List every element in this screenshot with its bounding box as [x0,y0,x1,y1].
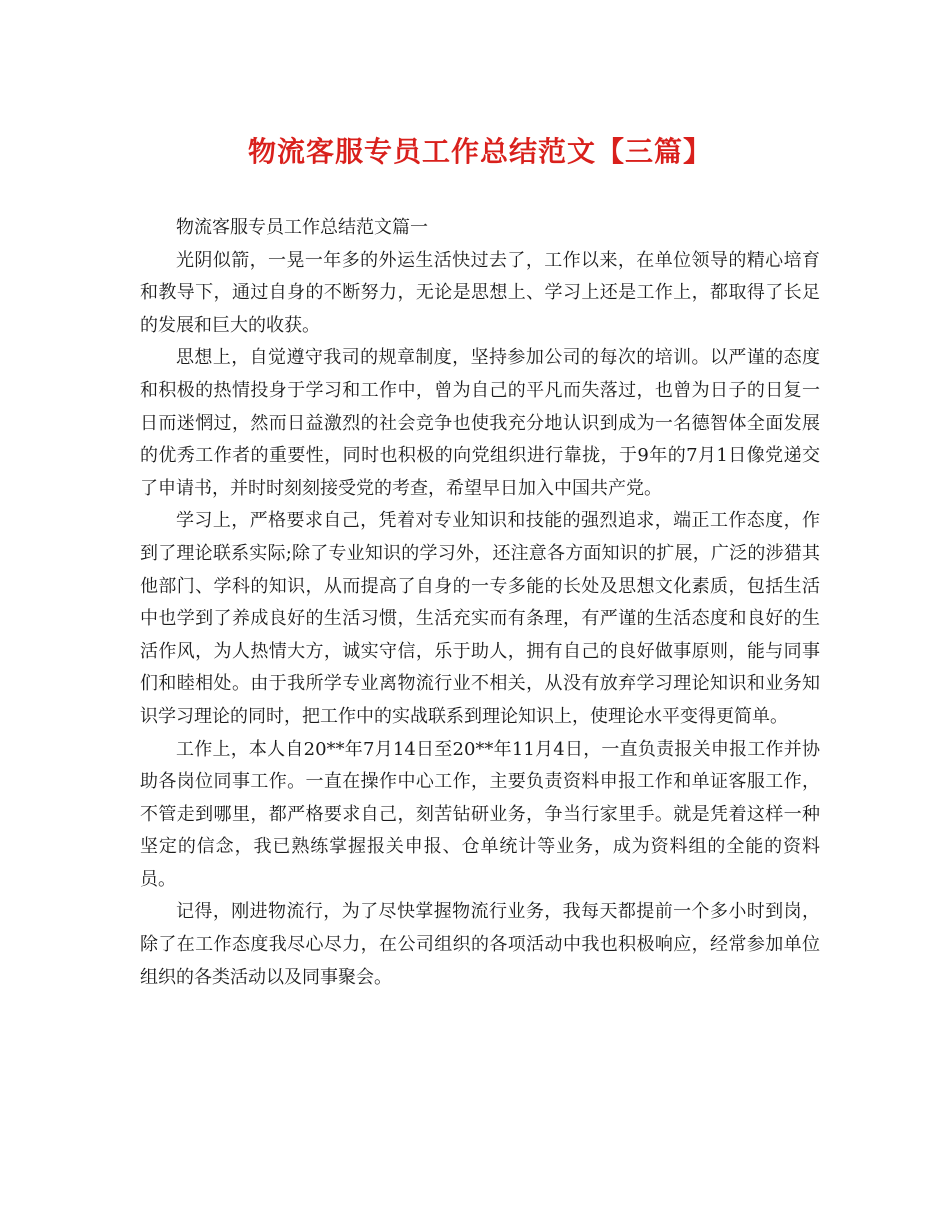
paragraph: 光阴似箭，一晃一年多的外运生活快过去了，工作以来，在单位领导的精心培育和教导下，通过自身的不断努力，无论是思想上、学习上还是工作上，都取得了长足的发展和巨大的收获。 [140,249,820,336]
paragraph: 工作上，本人自20**年7月14日至20**年11月4日，一直负责报关申报工作并协助各岗位同事工作。一直在操作中心工作，主要负责资料申报工作和单证客服工作，不管走到哪里，都严格要求自己，刻苦钻研业务，争当行家里手。就是凭着这样一种坚定的信念，我已熟练掌握报关申报、仓单统计等业务，成为资料组的全能的资料员。 [140,738,820,890]
paragraph: 记得，刚进物流行，为了尽快掌握物流行业务，我每天都提前一个多小时到岗，除了在工作态度我尽心尽力，在公司组织的各项活动中我也积极响应，经常参加单位组织的各类活动以及同事聚会。 [140,901,820,988]
paragraph: 学习上，严格要求自己，凭着对专业知识和技能的强烈追求，端正工作态度，作到了理论联系实际;除了专业知识的学习外，还注意各方面知识的扩展，广泛的涉猎其他部门、学科的知识，从而提高了自身的一专多能的长处及思想文化素质，包括生活中也学到了养成良好的生活习惯，生活充实而有条理，有严谨的生活态度和良好的生活作风，为人热情大方，诚实守信，乐于助人，拥有自己的良好做事原则，能与同事们和睦相处。由于我所学专业离物流行业不相关，从没有放弃学习理论知识和业务知识学习理论的同时，把工作中的实战联系到理论知识上，使理论水平变得更简单。 [140,510,820,727]
document-title: 物流客服专员工作总结范文【三篇】 [247,135,712,168]
section-heading: 物流客服专员工作总结范文篇一 [176,217,428,238]
document-page [140,128,820,994]
paragraph: 思想上，自觉遵守我司的规章制度，坚持参加公司的每次的培训。以严谨的态度和积极的热情投身于学习和工作中，曾为自己的平凡而失落过，也曾为日子的日复一日而迷惘过，然而日益激烈的社会竞争也使我充分地认识到成为一名德智体全面发展的优秀工作者的重要性，同时也积极的向党组织进行靠拢，于9年的7月1日像党递交了申请书，并时时刻刻接受党的考查，希望早日加入中国共产党。 [140,347,820,499]
